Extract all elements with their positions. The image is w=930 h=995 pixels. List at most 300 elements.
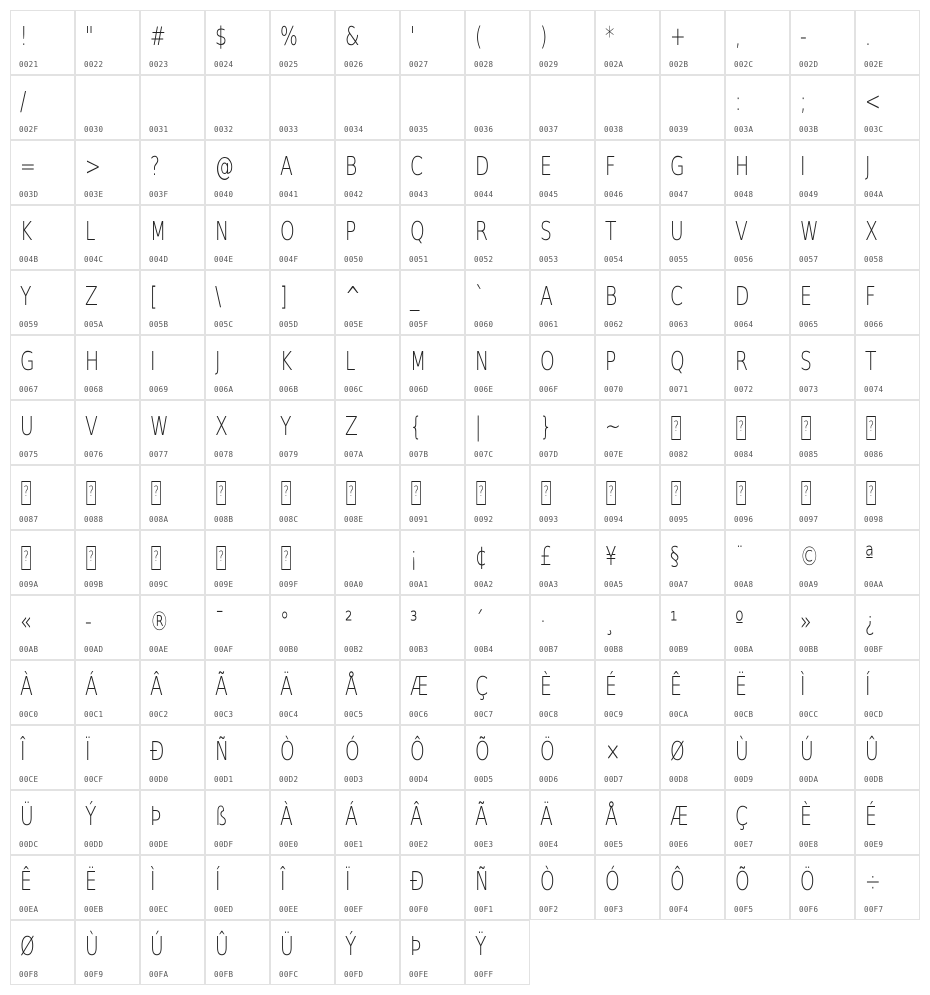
glyph-code: 0037	[539, 125, 559, 134]
glyph-cell	[75, 140, 140, 205]
glyph-cell	[595, 790, 660, 855]
glyph-code: 00BA	[734, 645, 754, 654]
glyph-code: 00C5	[344, 710, 364, 719]
missing-glyph-box-icon	[541, 481, 550, 505]
glyph-char: &	[345, 22, 360, 52]
glyph-cell	[75, 595, 140, 660]
glyph-char: N	[215, 217, 230, 247]
glyph-cell	[140, 10, 205, 75]
glyph-code: 0076	[84, 450, 104, 459]
glyph-cell	[400, 75, 465, 140]
glyph-char: M	[410, 347, 427, 377]
glyph-cell	[205, 855, 270, 920]
glyph-char: Á	[345, 802, 358, 832]
notdef-glyph-icon	[85, 533, 96, 581]
glyph-cell	[465, 335, 530, 400]
glyph-cell	[75, 400, 140, 465]
glyph-code: 0031	[149, 125, 169, 134]
glyph-char: ?	[150, 152, 160, 182]
glyph-cell	[855, 75, 920, 140]
glyph-cell	[140, 400, 205, 465]
glyph-code: 009B	[84, 580, 104, 589]
glyph-cell	[595, 140, 660, 205]
glyph-char: E	[800, 282, 812, 312]
glyph-char: ;	[800, 87, 807, 117]
glyph-cell	[205, 920, 270, 985]
glyph-char: ·	[540, 607, 546, 637]
glyph-char: Ü	[280, 932, 294, 962]
glyph-code: 0042	[344, 190, 364, 199]
glyph-char: È	[540, 672, 552, 702]
glyph-cell	[595, 10, 660, 75]
glyph-char: %	[280, 22, 298, 52]
glyph-code: 00B0	[279, 645, 299, 654]
glyph-code: 00E2	[409, 840, 429, 849]
glyph-code: 0085	[799, 450, 819, 459]
glyph-char: É	[605, 672, 617, 702]
glyph-code: 00DB	[864, 775, 884, 784]
glyph-cell	[75, 205, 140, 270]
glyph-code: 0057	[799, 255, 819, 264]
glyph-cell	[790, 335, 855, 400]
glyph-code: 00EF	[344, 905, 364, 914]
missing-glyph-box-icon	[216, 481, 225, 505]
glyph-code: 002C	[734, 60, 754, 69]
missing-glyph-box-icon	[151, 481, 160, 505]
glyph-cell	[530, 530, 595, 595]
glyph-char: J	[215, 347, 221, 377]
glyph-cell	[335, 140, 400, 205]
glyph-code: 00F8	[19, 970, 39, 979]
notdef-glyph-icon	[475, 468, 486, 516]
notdef-glyph-icon	[865, 403, 876, 451]
glyph-char: F	[605, 152, 616, 182]
glyph-code: 00DD	[84, 840, 104, 849]
glyph-cell	[335, 465, 400, 530]
glyph-cell	[270, 10, 335, 75]
glyph-code: 0045	[539, 190, 559, 199]
glyph-code: 00C3	[214, 710, 234, 719]
glyph-code: 00C8	[539, 710, 559, 719]
glyph-code: 008A	[149, 515, 169, 524]
glyph-char: Þ	[150, 802, 162, 832]
glyph-code: 00A8	[734, 580, 754, 589]
glyph-code: 00BF	[864, 645, 884, 654]
glyph-code: 00E1	[344, 840, 364, 849]
glyph-code: 005E	[344, 320, 364, 329]
glyph-char: Ó	[345, 737, 360, 767]
glyph-cell	[465, 75, 530, 140]
glyph-cell	[75, 10, 140, 75]
glyph-char: Æ	[410, 672, 429, 702]
glyph-cell	[75, 465, 140, 530]
glyph-char: ª	[865, 542, 874, 572]
glyph-char: R	[475, 217, 489, 247]
glyph-code: 00F0	[409, 905, 429, 914]
glyph-char: $	[215, 22, 227, 52]
missing-glyph-box-icon	[671, 481, 680, 505]
glyph-char: ¸	[605, 607, 615, 637]
glyph-cell	[335, 530, 400, 595]
glyph-cell	[465, 595, 530, 660]
glyph-cell	[140, 660, 205, 725]
glyph-cell	[205, 270, 270, 335]
glyph-cell	[790, 595, 855, 660]
glyph-char: "	[85, 22, 94, 52]
glyph-code: 00B7	[539, 645, 559, 654]
glyph-char: Ê	[20, 867, 32, 897]
glyph-cell	[270, 530, 335, 595]
glyph-char: (	[475, 22, 483, 52]
glyph-char: )	[540, 22, 548, 52]
glyph-code: 00EA	[19, 905, 39, 914]
glyph-cell	[205, 530, 270, 595]
glyph-cell	[855, 660, 920, 725]
glyph-code: 0079	[279, 450, 299, 459]
glyph-code: 0029	[539, 60, 559, 69]
glyph-code: 00E3	[474, 840, 494, 849]
glyph-cell	[75, 790, 140, 855]
glyph-code: 00CA	[669, 710, 689, 719]
glyph-code: 00D5	[474, 775, 494, 784]
glyph-code: 00E4	[539, 840, 559, 849]
glyph-char: ]	[280, 282, 288, 312]
glyph-code: 00E0	[279, 840, 299, 849]
glyph-cell	[465, 205, 530, 270]
glyph-cell	[335, 400, 400, 465]
glyph-grid	[10, 10, 920, 985]
glyph-cell	[790, 465, 855, 530]
glyph-cell	[335, 75, 400, 140]
glyph-char: A	[280, 152, 293, 182]
glyph-char: ¹	[670, 607, 678, 637]
glyph-cell	[530, 400, 595, 465]
glyph-cell	[530, 270, 595, 335]
glyph-cell	[855, 465, 920, 530]
glyph-cell	[140, 465, 205, 530]
glyph-code: 002E	[864, 60, 884, 69]
glyph-char: °	[280, 607, 290, 637]
notdef-glyph-icon	[735, 403, 746, 451]
glyph-char: Ä	[540, 802, 553, 832]
glyph-char: <	[865, 87, 881, 117]
glyph-cell	[855, 400, 920, 465]
glyph-char: !	[20, 22, 28, 52]
glyph-char: X	[865, 217, 878, 247]
glyph-cell	[725, 75, 790, 140]
glyph-cell	[855, 270, 920, 335]
glyph-cell	[660, 660, 725, 725]
glyph-cell	[75, 855, 140, 920]
glyph-char: Í	[215, 867, 221, 897]
glyph-char: [	[150, 282, 158, 312]
glyph-code: 002A	[604, 60, 624, 69]
glyph-char: _	[410, 282, 420, 312]
glyph-code: 00AE	[149, 645, 169, 654]
glyph-code: 004E	[214, 255, 234, 264]
glyph-cell	[10, 725, 75, 790]
glyph-cell	[400, 530, 465, 595]
glyph-cell	[400, 920, 465, 985]
glyph-code: 0088	[84, 515, 104, 524]
glyph-code: 0082	[669, 450, 689, 459]
glyph-char: +	[670, 22, 686, 52]
glyph-code: 0039	[669, 125, 689, 134]
glyph-cell	[205, 335, 270, 400]
glyph-cell	[400, 335, 465, 400]
glyph-code: 0060	[474, 320, 494, 329]
glyph-cell	[660, 595, 725, 660]
glyph-char: È	[800, 802, 812, 832]
glyph-code: 00DA	[799, 775, 819, 784]
glyph-char: Ö	[540, 737, 555, 767]
glyph-code: 004D	[149, 255, 169, 264]
glyph-cell	[205, 140, 270, 205]
glyph-char: @	[215, 152, 234, 182]
glyph-code: 00A9	[799, 580, 819, 589]
glyph-cell	[855, 855, 920, 920]
glyph-cell	[10, 270, 75, 335]
glyph-cell	[595, 205, 660, 270]
glyph-cell	[270, 140, 335, 205]
glyph-cell	[10, 205, 75, 270]
glyph-cell	[465, 855, 530, 920]
glyph-code: 0078	[214, 450, 234, 459]
glyph-code: 00EB	[84, 905, 104, 914]
glyph-cell	[10, 75, 75, 140]
glyph-code: 0046	[604, 190, 624, 199]
glyph-char: Đ	[410, 867, 425, 897]
glyph-cell	[725, 10, 790, 75]
glyph-cell	[140, 530, 205, 595]
glyph-char: H	[735, 152, 750, 182]
glyph-char: E	[540, 152, 552, 182]
glyph-cell	[530, 75, 595, 140]
glyph-code: 005B	[149, 320, 169, 329]
glyph-code: 002D	[799, 60, 819, 69]
glyph-code: 00ED	[214, 905, 234, 914]
glyph-char: É	[865, 802, 877, 832]
glyph-char: Ë	[85, 867, 97, 897]
glyph-cell	[75, 530, 140, 595]
glyph-cell	[725, 790, 790, 855]
glyph-code: 006E	[474, 385, 494, 394]
glyph-cell	[855, 595, 920, 660]
glyph-char: ^	[345, 282, 361, 312]
missing-glyph-box-icon	[671, 416, 680, 440]
glyph-cell	[140, 855, 205, 920]
glyph-code: 00D1	[214, 775, 234, 784]
glyph-char: Ÿ	[475, 932, 487, 962]
glyph-char: G	[670, 152, 685, 182]
glyph-cell	[595, 725, 660, 790]
glyph-char: >	[85, 152, 101, 182]
glyph-code: 00F6	[799, 905, 819, 914]
glyph-code: 00AF	[214, 645, 234, 654]
missing-glyph-box-icon	[866, 481, 875, 505]
glyph-cell	[270, 75, 335, 140]
notdef-glyph-icon	[865, 468, 876, 516]
glyph-char: V	[735, 217, 748, 247]
glyph-char: «	[20, 607, 32, 637]
glyph-char: Ê	[670, 672, 682, 702]
glyph-char: Z	[85, 282, 98, 312]
glyph-code: 00F7	[864, 905, 884, 914]
glyph-cell	[140, 920, 205, 985]
glyph-cell	[140, 205, 205, 270]
glyph-code: 005C	[214, 320, 234, 329]
glyph-code: 0033	[279, 125, 299, 134]
glyph-char: Ç	[475, 672, 489, 702]
glyph-char: ²	[345, 607, 353, 637]
glyph-char: Ú	[800, 737, 814, 767]
glyph-char: Y	[280, 412, 292, 442]
glyph-char: ¿	[865, 607, 876, 637]
glyph-cell	[140, 595, 205, 660]
glyph-code: 00D0	[149, 775, 169, 784]
glyph-char: A	[540, 282, 553, 312]
glyph-code: 0068	[84, 385, 104, 394]
glyph-cell	[10, 465, 75, 530]
glyph-code: 0052	[474, 255, 494, 264]
glyph-code: 00EC	[149, 905, 169, 914]
glyph-char: Đ	[150, 737, 165, 767]
glyph-code: 0034	[344, 125, 364, 134]
glyph-cell	[270, 595, 335, 660]
glyph-char: Q	[410, 217, 425, 247]
glyph-char: Ý	[85, 802, 97, 832]
glyph-code: 00FC	[279, 970, 299, 979]
glyph-char: À	[20, 672, 33, 702]
glyph-code: 0047	[669, 190, 689, 199]
glyph-cell	[400, 595, 465, 660]
glyph-code: 0054	[604, 255, 624, 264]
missing-glyph-box-icon	[281, 481, 290, 505]
glyph-code: 00B9	[669, 645, 689, 654]
glyph-cell	[10, 920, 75, 985]
glyph-cell	[205, 790, 270, 855]
glyph-cell	[465, 270, 530, 335]
glyph-cell	[400, 140, 465, 205]
glyph-cell	[465, 10, 530, 75]
glyph-cell	[725, 855, 790, 920]
missing-glyph-box-icon	[86, 481, 95, 505]
missing-glyph-box-icon	[411, 481, 420, 505]
glyph-char: Õ	[735, 867, 750, 897]
glyph-char: Ï	[345, 867, 351, 897]
glyph-cell	[595, 465, 660, 530]
glyph-cell	[270, 660, 335, 725]
glyph-char: ¢	[475, 542, 487, 572]
glyph-char: Ï	[85, 737, 91, 767]
glyph-cell	[530, 205, 595, 270]
glyph-char: Î	[280, 867, 286, 897]
glyph-char: U	[670, 217, 684, 247]
glyph-char: T	[605, 217, 617, 247]
glyph-cell	[205, 725, 270, 790]
glyph-code: 00A7	[669, 580, 689, 589]
notdef-glyph-icon	[280, 468, 291, 516]
glyph-code: 004C	[84, 255, 104, 264]
glyph-code: 00D9	[734, 775, 754, 784]
glyph-cell	[400, 400, 465, 465]
glyph-cell	[10, 400, 75, 465]
glyph-cell	[335, 335, 400, 400]
glyph-code: 0062	[604, 320, 624, 329]
glyph-char: `	[475, 282, 485, 312]
glyph-char: Ý	[345, 932, 357, 962]
glyph-char: Á	[85, 672, 98, 702]
glyph-char: º	[735, 607, 744, 637]
glyph-char: Z	[345, 412, 358, 442]
glyph-char: :	[735, 87, 742, 117]
glyph-code: 0098	[864, 515, 884, 524]
glyph-cell	[10, 140, 75, 205]
notdef-glyph-icon	[345, 468, 356, 516]
glyph-char: Ç	[735, 802, 749, 832]
glyph-code: 00AB	[19, 645, 39, 654]
glyph-char: S	[800, 347, 812, 377]
glyph-code: 0058	[864, 255, 884, 264]
glyph-code: 00B2	[344, 645, 364, 654]
glyph-code: 0021	[19, 60, 39, 69]
glyph-cell	[855, 335, 920, 400]
glyph-char: {	[410, 412, 422, 442]
glyph-code: 0043	[409, 190, 429, 199]
glyph-code: 00AD	[84, 645, 104, 654]
glyph-cell	[725, 595, 790, 660]
glyph-cell	[270, 465, 335, 530]
glyph-cell	[75, 75, 140, 140]
glyph-char: Û	[215, 932, 229, 962]
glyph-code: 0095	[669, 515, 689, 524]
notdef-glyph-icon	[605, 468, 616, 516]
glyph-cell	[10, 855, 75, 920]
glyph-cell	[75, 920, 140, 985]
glyph-cell	[400, 205, 465, 270]
glyph-cell	[270, 335, 335, 400]
glyph-code: 0097	[799, 515, 819, 524]
glyph-cell	[855, 725, 920, 790]
glyph-cell	[855, 530, 920, 595]
glyph-code: 00E6	[669, 840, 689, 849]
glyph-code: 0035	[409, 125, 429, 134]
glyph-cell	[595, 595, 660, 660]
glyph-code: 00D3	[344, 775, 364, 784]
glyph-char: K	[20, 217, 33, 247]
glyph-code: 0063	[669, 320, 689, 329]
missing-glyph-box-icon	[736, 416, 745, 440]
glyph-code: 00E8	[799, 840, 819, 849]
glyph-cell	[660, 400, 725, 465]
glyph-cell	[400, 465, 465, 530]
glyph-char: D	[475, 152, 490, 182]
glyph-char: =	[20, 152, 36, 182]
glyph-code: 00B4	[474, 645, 494, 654]
glyph-cell	[595, 855, 660, 920]
glyph-code: 0022	[84, 60, 104, 69]
glyph-char: Ô	[410, 737, 425, 767]
notdef-glyph-icon	[280, 533, 291, 581]
glyph-char: ¥	[605, 542, 617, 572]
glyph-code: 0030	[84, 125, 104, 134]
glyph-code: 00F1	[474, 905, 494, 914]
glyph-char: .	[865, 22, 871, 52]
glyph-code: 0053	[539, 255, 559, 264]
glyph-code: 00FE	[409, 970, 429, 979]
glyph-code: 00E9	[864, 840, 884, 849]
glyph-code: 00D2	[279, 775, 299, 784]
